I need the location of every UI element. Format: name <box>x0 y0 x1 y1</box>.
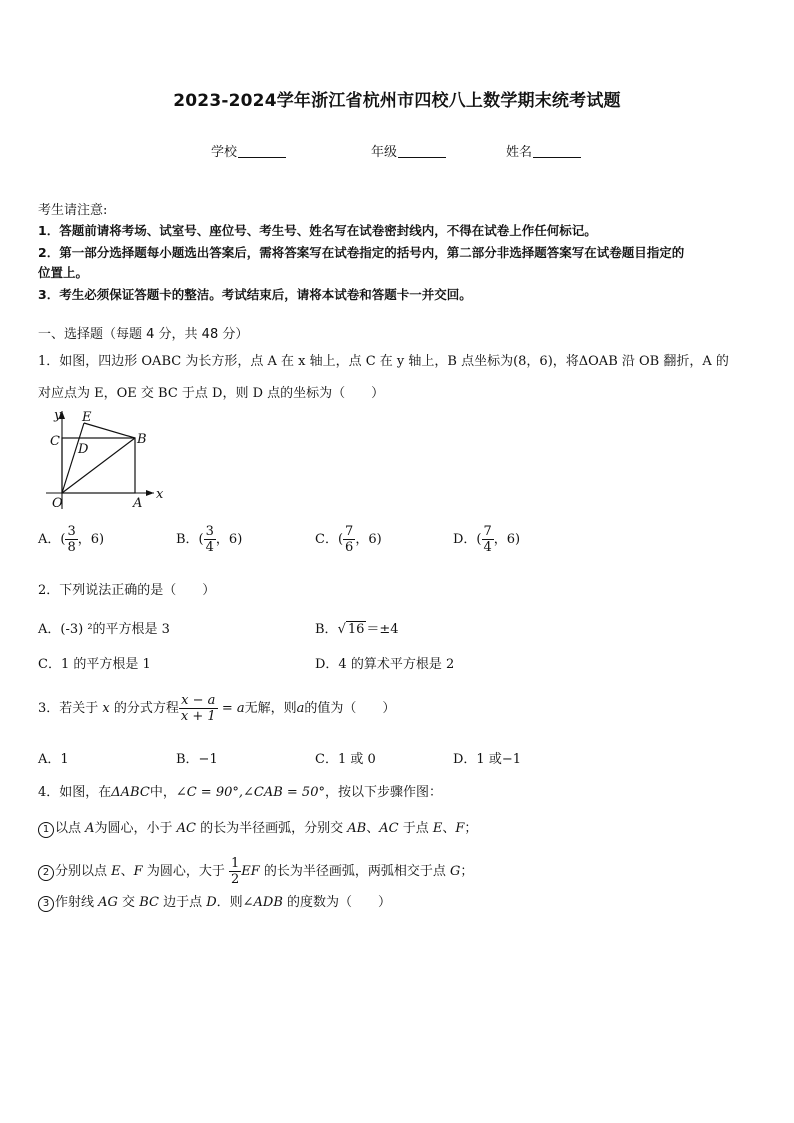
q1-figure <box>40 405 170 513</box>
sqrt-symbol: √ <box>337 622 346 637</box>
point-label-D: D <box>78 442 89 457</box>
q3-option-d[interactable]: D．1 或−1 <box>453 752 521 767</box>
q3-option-a[interactable]: A．1 <box>38 752 69 767</box>
point-label-O: O <box>52 496 63 511</box>
point-label-E: E <box>82 410 92 425</box>
q1-option-c[interactable]: C．( $\frac{7}{6}$ ，6) <box>315 524 382 555</box>
q2-option-b[interactable]: B．√ 16 ＝±4 <box>315 622 399 637</box>
q1-stem-line2: 对应点为 E，OE 交 BC 于点 D，则 D 点的坐标为（ ） <box>38 386 385 401</box>
school-field[interactable]: 学校 <box>211 141 286 160</box>
grade-field[interactable]: 年级 <box>371 141 446 160</box>
q1-stem-line1: 1．如图，四边形 OABC 为长方形，点 A 在 x 轴上，点 C 在 y 轴上，B 点坐标为(8，6)，将ΔOAB 沿 OB 翻折，A 的 <box>38 354 729 369</box>
notice-item-2: 2．第一部分选择题每小题选出答案后，需将答案写在试卷指定的括号内，第二部分非选择题答案写在试卷题目指定的 <box>38 245 685 260</box>
notice-item-3: 3．考生必须保证答题卡的整洁。考试结束后，请将本试卷和答题卡一并交回。 <box>38 287 472 302</box>
q4-stem: 4．如图，在ΔABC中，∠C = 90°,∠CAB = 50°，按以下步骤作图： <box>38 785 442 800</box>
q1-option-d[interactable]: D．( $\frac{7}{4}$ ，6) <box>453 524 521 555</box>
q3-option-c[interactable]: C．1 或 0 <box>315 752 376 767</box>
q3-option-b[interactable]: B．−1 <box>176 752 218 767</box>
point-label-B: B <box>137 432 147 447</box>
point-label-C: C <box>50 434 60 449</box>
q2-option-d[interactable]: D．4 的算术平方根是 2 <box>315 657 455 672</box>
axis-label-x: x <box>156 487 164 502</box>
page-title: 2023-2024学年浙江省杭州市四校八上数学期末统考试题 <box>173 91 621 111</box>
notice-heading: 考生请注意: <box>38 203 108 218</box>
q4-step-3: 3 作射线 AG 交 BC 边于点 D．则∠ADB 的度数为（ ） <box>38 894 391 912</box>
axis-label-y: y <box>54 408 62 423</box>
q3-stem: 3．若关于 x 的分式方程 $\frac{x - a}{x + 1}$ = a无解，则a的值为（ ） <box>38 693 396 724</box>
q2-option-a[interactable]: A．(-3) ²的平方根是 3 <box>38 622 170 637</box>
q2-option-c[interactable]: C．1 的平方根是 1 <box>38 657 151 672</box>
notice-item-2-cont: 位置上。 <box>38 265 89 280</box>
q1-option-b[interactable]: B．( $\frac{3}{4}$ ，6) <box>176 524 243 555</box>
q1-option-a[interactable]: A．( $\frac{3}{8}$ ，6) <box>38 524 105 555</box>
q2-stem: 2．下列说法正确的是（ ） <box>38 583 216 598</box>
q4-step-2: 2 分别以点 E、F 为圆心，大于 $\frac{1}{2}$ EF 的长为半径画弧，两弧相交于点 G； <box>38 856 473 887</box>
q4-step-1: 1 以点 A为圆心，小于 AC 的长为半径画弧，分别交 AB、AC 于点 E、F； <box>38 820 477 838</box>
notice-item-1: 1．答题前请将考场、试室号、座位号、考生号、姓名写在试卷密封线内，不得在试卷上作任何标记。 <box>38 223 597 238</box>
name-field[interactable]: 姓名 <box>506 141 581 160</box>
point-label-A: A <box>133 496 143 511</box>
section-heading: 一、选择题（每题 4 分，共 48 分） <box>38 327 249 342</box>
